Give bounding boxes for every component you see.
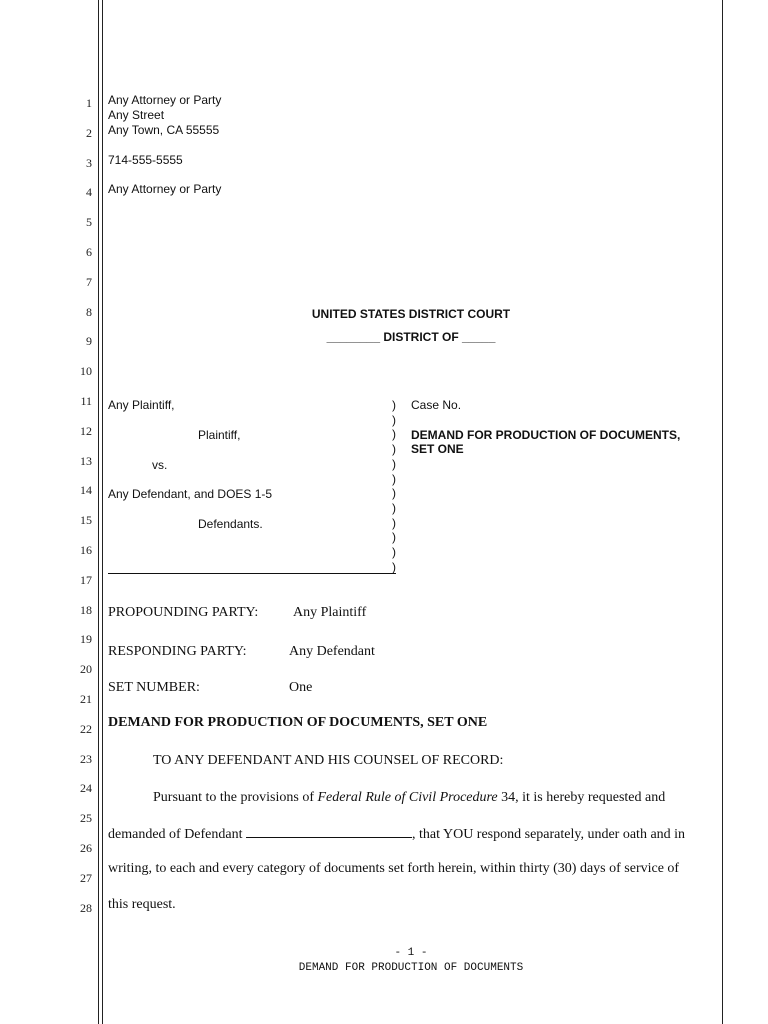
line-number: 23 <box>80 751 92 766</box>
left-margin-rule-inner <box>102 0 103 1024</box>
footer-title: DEMAND FOR PRODUCTION OF DOCUMENTS <box>298 962 524 974</box>
line-number: 27 <box>80 870 92 885</box>
line-number: 5 <box>86 215 92 230</box>
line-number: 15 <box>80 513 92 528</box>
responding-party-value: Any Defendant <box>289 644 375 659</box>
plaintiff-role: Plaintiff, <box>198 428 241 442</box>
propounding-party-label: PROPOUNDING PARTY: <box>108 605 259 620</box>
salutation: TO ANY DEFENDANT AND HIS COUNSEL OF RECORD: <box>153 753 504 768</box>
attorney-street: Any Street <box>108 108 165 122</box>
body-paragraph-line-1 <box>153 790 665 806</box>
defendant-role: Defendants. <box>198 517 263 531</box>
line-number: 11 <box>80 394 92 408</box>
court-name: UNITED STATES DISTRICT COURT <box>311 307 511 321</box>
line-number: 9 <box>86 334 92 349</box>
set-number-label: SET NUMBER: <box>108 680 200 695</box>
line-number: 22 <box>80 721 92 736</box>
line-number: 19 <box>80 632 92 647</box>
rule-intro: Pursuant to the provisions of <box>153 790 318 805</box>
line-number: 16 <box>80 543 92 557</box>
attorney-name: Any Attorney or Party <box>108 93 222 107</box>
court-district: ________ DISTRICT OF _____ <box>326 330 496 344</box>
document-title-line-1: DEMAND FOR PRODUCTION OF DOCUMENTS, <box>411 428 681 442</box>
respond-text: , that YOU respond separately, under oath and in <box>412 827 686 842</box>
rule-continuation: 34, it is hereby requested and <box>497 790 666 805</box>
caption-paren: ) <box>392 486 396 501</box>
caption-paren: ) <box>392 515 396 530</box>
caption-paren: ) <box>392 500 396 515</box>
versus: vs. <box>152 458 168 472</box>
line-number: 8 <box>86 304 92 319</box>
responding-party-label: RESPONDING PARTY: <box>108 644 247 659</box>
rule-citation: Federal Rule of Civil Procedure <box>317 790 498 805</box>
line-number: 25 <box>80 811 92 826</box>
defendant-name: Any Defendant, and DOES 1-5 <box>108 487 273 501</box>
body-paragraph-line-3: writing, to each and every category of documents set forth herein, within thirty (30) days of service of <box>108 861 680 876</box>
line-number: 7 <box>86 274 92 289</box>
caption-paren: ) <box>392 545 396 559</box>
left-margin-rule-outer <box>98 0 99 1024</box>
line-number: 26 <box>80 841 92 855</box>
attorney-phone: 714-555-5555 <box>108 153 183 167</box>
propounding-party-value: Any Plaintiff <box>293 605 367 620</box>
line-number: 4 <box>86 185 92 200</box>
line-number: 28 <box>80 900 92 915</box>
attorney-for: Any Attorney or Party <box>108 182 222 196</box>
line-number: 20 <box>80 662 92 677</box>
caption-underline <box>108 573 396 574</box>
case-number-label: Case No. <box>411 398 462 412</box>
line-number: 3 <box>86 155 92 170</box>
line-number: 12 <box>80 423 92 438</box>
line-number: 18 <box>80 602 92 617</box>
line-number: 14 <box>80 483 92 498</box>
document-title-line-2: SET ONE <box>411 442 464 456</box>
caption-paren: ) <box>392 398 396 412</box>
line-number: 2 <box>86 125 92 140</box>
defendant-name-blank <box>246 825 412 838</box>
right-margin-rule <box>722 0 723 1024</box>
caption-paren: ) <box>392 471 396 486</box>
line-number: 6 <box>86 245 92 259</box>
line-number: 10 <box>80 364 92 379</box>
line-number: 1 <box>86 96 92 110</box>
line-number: 13 <box>80 453 92 468</box>
set-number-value: One <box>289 680 313 695</box>
caption-paren: ) <box>392 456 396 471</box>
demand-heading: DEMAND FOR PRODUCTION OF DOCUMENTS, SET ONE <box>108 715 488 730</box>
attorney-city: Any Town, CA 55555 <box>108 123 220 137</box>
body-paragraph-line-4: this request. <box>108 897 176 912</box>
line-number: 21 <box>80 692 92 706</box>
caption-paren: ) <box>392 559 396 574</box>
caption-paren: ) <box>392 530 396 545</box>
line-number: 17 <box>80 572 92 587</box>
caption-paren: ) <box>392 427 396 442</box>
line-number: 24 <box>80 781 92 796</box>
caption-paren: ) <box>392 412 396 427</box>
plaintiff-name: Any Plaintiff, <box>108 398 175 412</box>
caption-paren: ) <box>392 442 396 457</box>
body-paragraph-line-2 <box>108 825 685 843</box>
page-number: - 1 - <box>394 947 428 959</box>
demanded-of-text: demanded of Defendant <box>108 827 246 842</box>
